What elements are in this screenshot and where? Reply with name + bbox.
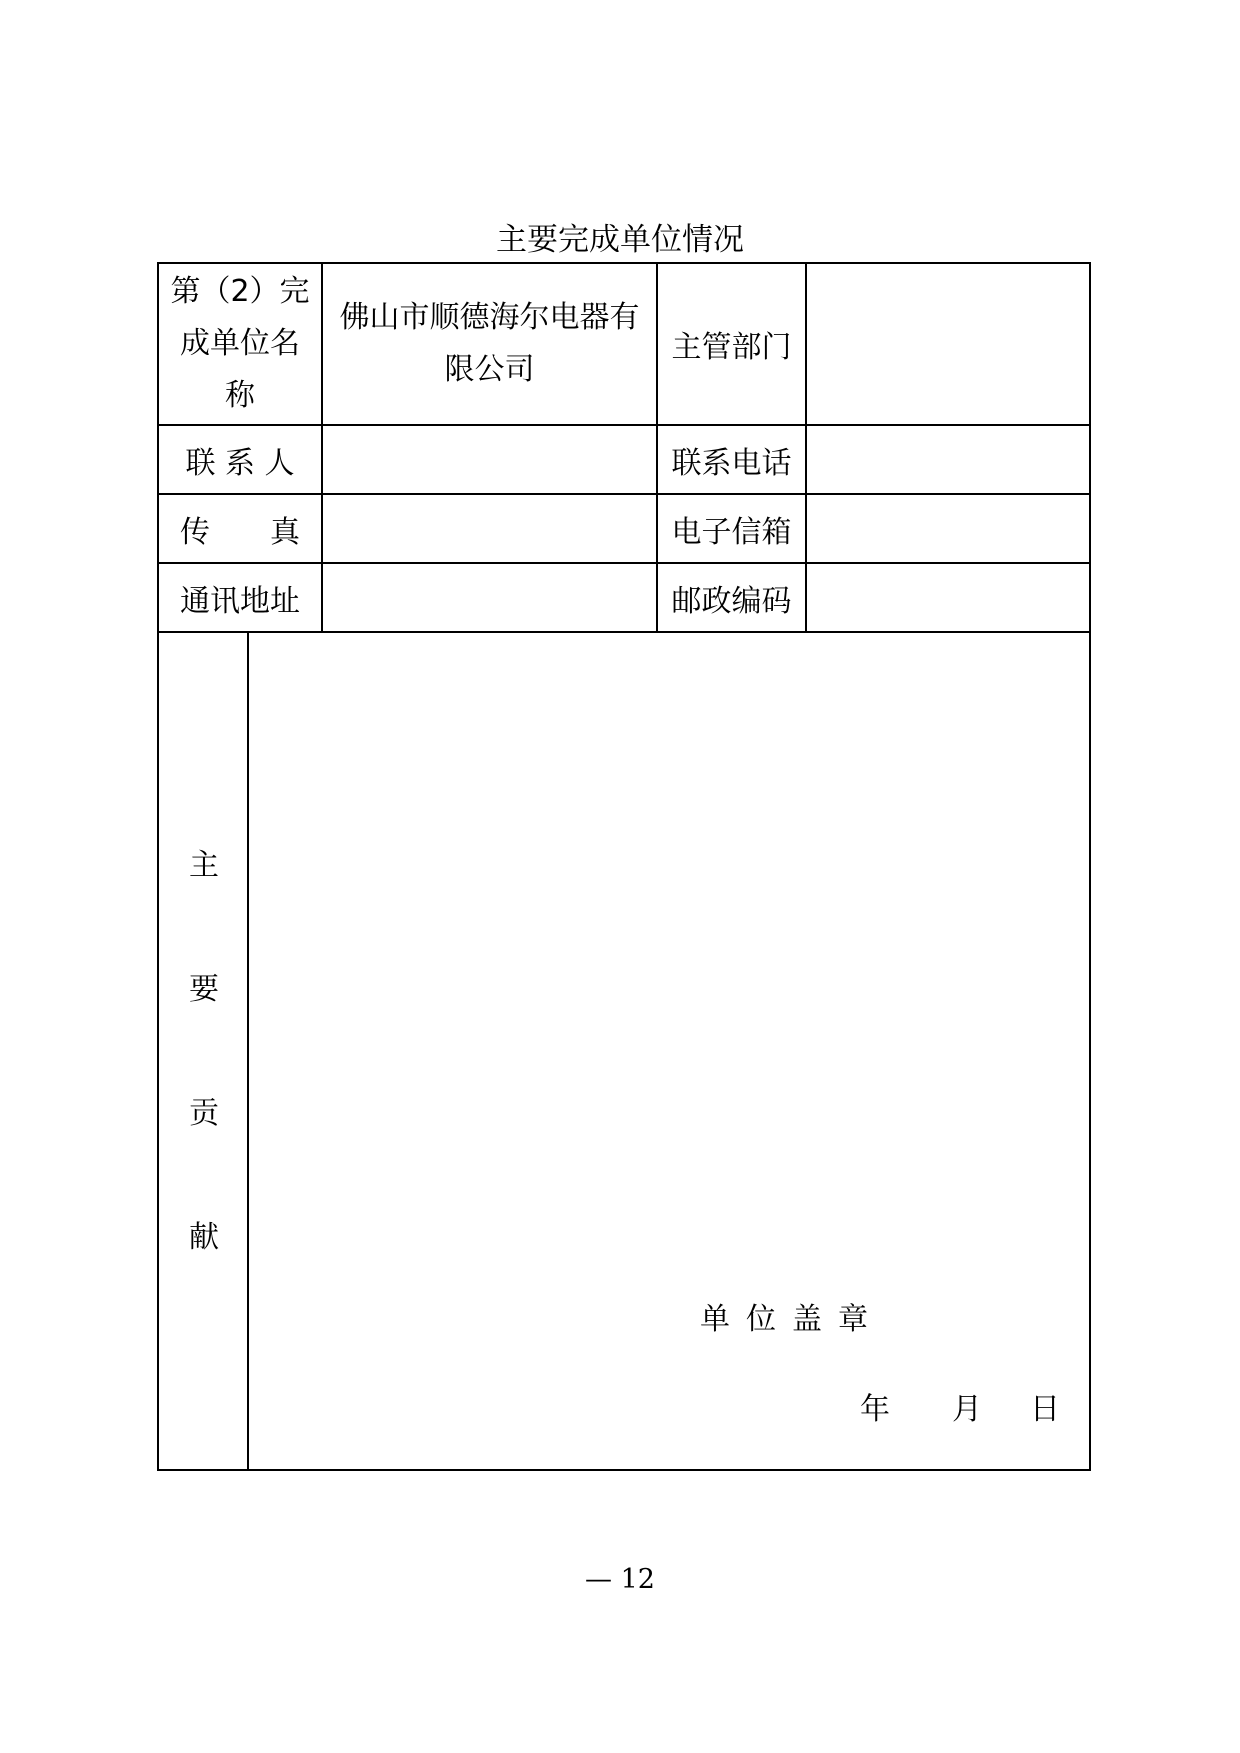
contribution-content[interactable]: [249, 633, 1089, 1273]
address-value[interactable]: [323, 564, 656, 631]
unit-stamp-label: 单位盖章: [700, 1302, 884, 1337]
unit-name-label-line-1: 第（2）完: [170, 274, 310, 309]
contribution-label-char-4: 献: [189, 1220, 219, 1255]
contribution-label-char-1: 主: [189, 848, 219, 883]
unit-name-label: [159, 264, 321, 424]
email-value[interactable]: [807, 495, 1089, 562]
unit-name-label-line-3: 称: [225, 378, 255, 413]
date-year: 年: [860, 1392, 890, 1427]
email-label: 电子信箱: [671, 514, 792, 550]
contact-person-value[interactable]: [323, 426, 656, 493]
postal-code-label: 邮政编码: [671, 583, 792, 619]
unit-name-value[interactable]: [323, 264, 656, 424]
date-day: 日: [1030, 1392, 1060, 1427]
dept-value[interactable]: [807, 264, 1089, 424]
address-label: 通讯地址: [180, 583, 300, 619]
page-number: — 12: [585, 1564, 655, 1595]
contact-phone-value[interactable]: [807, 426, 1089, 493]
unit-info-table: [157, 262, 1091, 1471]
unit-name-label-line-2: 成单位名: [180, 326, 300, 361]
unit-name-value-line-1: 佛山市顺德海尔电器有: [339, 300, 640, 335]
fax-label: 传 真: [180, 514, 300, 550]
contact-person-label: 联 系 人: [185, 445, 295, 481]
postal-code-value[interactable]: [807, 564, 1089, 631]
dept-label: 主管部门: [671, 330, 792, 365]
date-month: 月: [952, 1392, 982, 1427]
contribution-label-char-2: 要: [189, 972, 219, 1007]
page-title: 主要完成单位情况: [496, 222, 744, 258]
contact-phone-label: 联系电话: [671, 445, 792, 481]
contribution-label-char-3: 贡: [189, 1096, 219, 1131]
fax-value[interactable]: [323, 495, 656, 562]
unit-name-value-line-2: 限公司: [444, 352, 535, 387]
